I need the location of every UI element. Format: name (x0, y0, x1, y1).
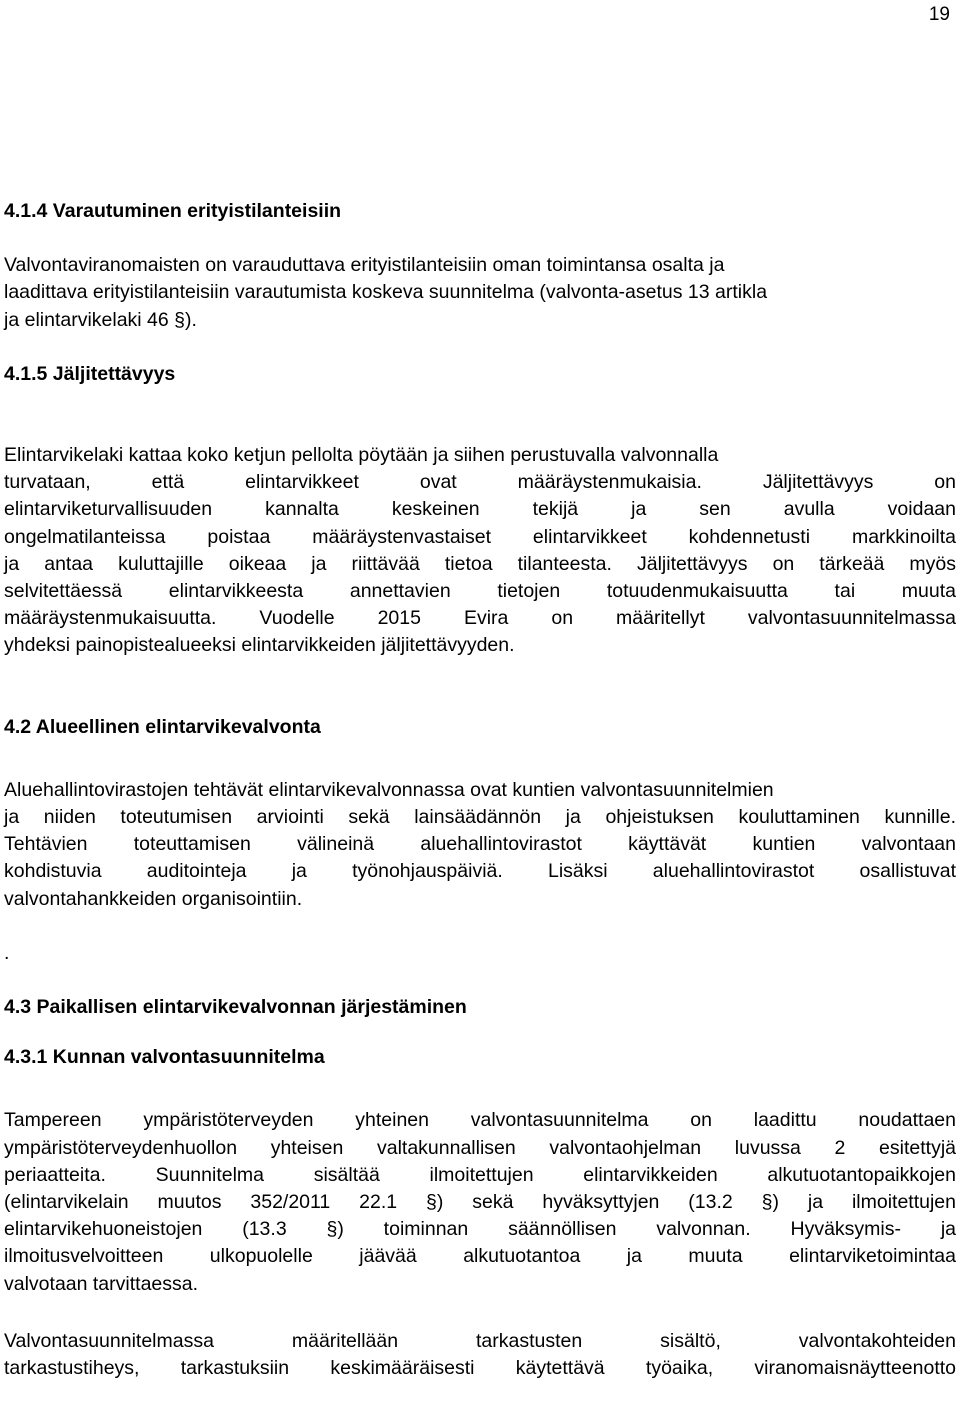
text-line: Valvontaviranomaisten on varauduttava erityistilanteisiin oman toimintansa osalta ja (4, 254, 725, 277)
text-line: Tehtävien toteuttamisen välineinä aluehallintovirastot käyttävät kuntien valvontaan (4, 833, 956, 856)
text-line: ja niiden toteutumisen arviointi sekä lainsäädännön ja ohjeistuksen kouluttaminen kunnille. (4, 806, 956, 829)
paragraph-4-3-1-a (4, 1107, 956, 1297)
section-heading-4-1-4: 4.1.4 Varautuminen erityistilanteisiin (4, 200, 342, 222)
text-line: elintarvikehuoneistojen (13.3 §) toiminnan säännöllisen valvonnan. Hyväksymis- ja (4, 1218, 956, 1241)
section-heading-4-3-1: 4.3.1 Kunnan valvontasuunnitelma (4, 1046, 325, 1069)
section-heading-4-2: 4.2 Alueellinen elintarvikevalvonta (4, 715, 321, 738)
section-4-3 (4, 994, 956, 1021)
text-line: valvotaan tarvittaessa. (4, 1272, 199, 1295)
text-line: selvitettäessä elintarvikkeesta annettavien tietojen totuudenmukaisuutta tai muuta (4, 580, 956, 603)
text-line: Elintarvikelaki kattaa koko ketjun pellolta pöytään ja siihen perustuvalla valvonnalla (4, 444, 719, 467)
section-heading-4-3: 4.3 Paikallisen elintarvikevalvonnan järjestäminen (4, 996, 467, 1019)
stray-period: . (4, 941, 10, 964)
section-4-2 (4, 714, 956, 967)
document-body (4, 198, 956, 1382)
text-line: turvataan, että elintarvikkeet ovat määräystenmukaisia. Jäljitettävyys on (4, 471, 956, 494)
text-line: Tampereen ympäristöterveyden yhteinen valvontasuunnitelma on laadittu noudattaen (4, 1109, 956, 1132)
section-4-1-4 (4, 198, 956, 334)
text-line: elintarviketurvallisuuden kannalta keskeinen tekijä ja sen avulla voidaan (4, 498, 956, 521)
text-line: Aluehallintovirastojen tehtävät elintarvikevalvonnassa ovat kuntien valvontasuunnitelmien (4, 778, 774, 801)
text-line: (elintarvikelain muutos 352/2011 22.1 §) sekä hyväksyttyjen (13.2 §) ja ilmoitettujen (4, 1191, 956, 1214)
text-line: ilmoitusvelvoitteen ulkopuolelle jäävää alkutuotantoa ja muuta elintarviketoimintaa (4, 1245, 956, 1268)
text-line: ongelmatilanteissa poistaa määräystenvastaiset elintarvikkeet kohdennetusti markkinoilta (4, 525, 956, 548)
paragraph-4-1-5 (4, 442, 956, 660)
section-heading-4-1-5: 4.1.5 Jäljitettävyys (4, 362, 176, 385)
page-number: 19 (928, 4, 950, 25)
text-line: määräystenmukaisuutta. Vuodelle 2015 Evira on määritellyt valvontasuunnitelmassa (4, 607, 956, 630)
text-line: ympäristöterveydenhuollon yhteisen valtakunnallisen valvontaohjelman luvussa 2 esitettyjä (4, 1136, 956, 1159)
paragraph-4-3-1-b (4, 1328, 956, 1382)
section-4-1-5 (4, 361, 956, 660)
text-line: kohdistuvia auditointeja ja työnohjauspäiviä. Lisäksi aluehallintovirastot osallistuvat (4, 860, 956, 883)
section-4-3-1 (4, 1044, 956, 1382)
text-line: periaatteita. Suunnitelma sisältää ilmoitettujen elintarvikkeiden alkutuotantopaikkojen (4, 1163, 956, 1186)
text-line: ja elintarvikelaki 46 §). (4, 308, 197, 331)
text-line: Valvontasuunnitelmassa määritellään tarkastusten sisältö, valvontakohteiden (4, 1329, 956, 1352)
paragraph-4-1-4 (4, 252, 956, 334)
text-line: ja antaa kuluttajille oikeaa ja riittävää tietoa tilanteesta. Jäljitettävyys on tärkeää myös (4, 552, 956, 575)
text-line: tarkastustiheys, tarkastuksiin keskimääräisesti käytettävä työaika, viranomaisnäytteenotto (4, 1357, 956, 1380)
text-line: yhdeksi painopistealueeksi elintarvikkeiden jäljitettävyyden. (4, 634, 515, 657)
text-line: valvontahankkeiden organisointiin. (4, 887, 303, 910)
paragraph-4-2 (4, 777, 956, 913)
text-line: laadittava erityistilanteisiin varautumista koskeva suunnitelma (valvonta-asetus 13 artikla (4, 281, 768, 304)
